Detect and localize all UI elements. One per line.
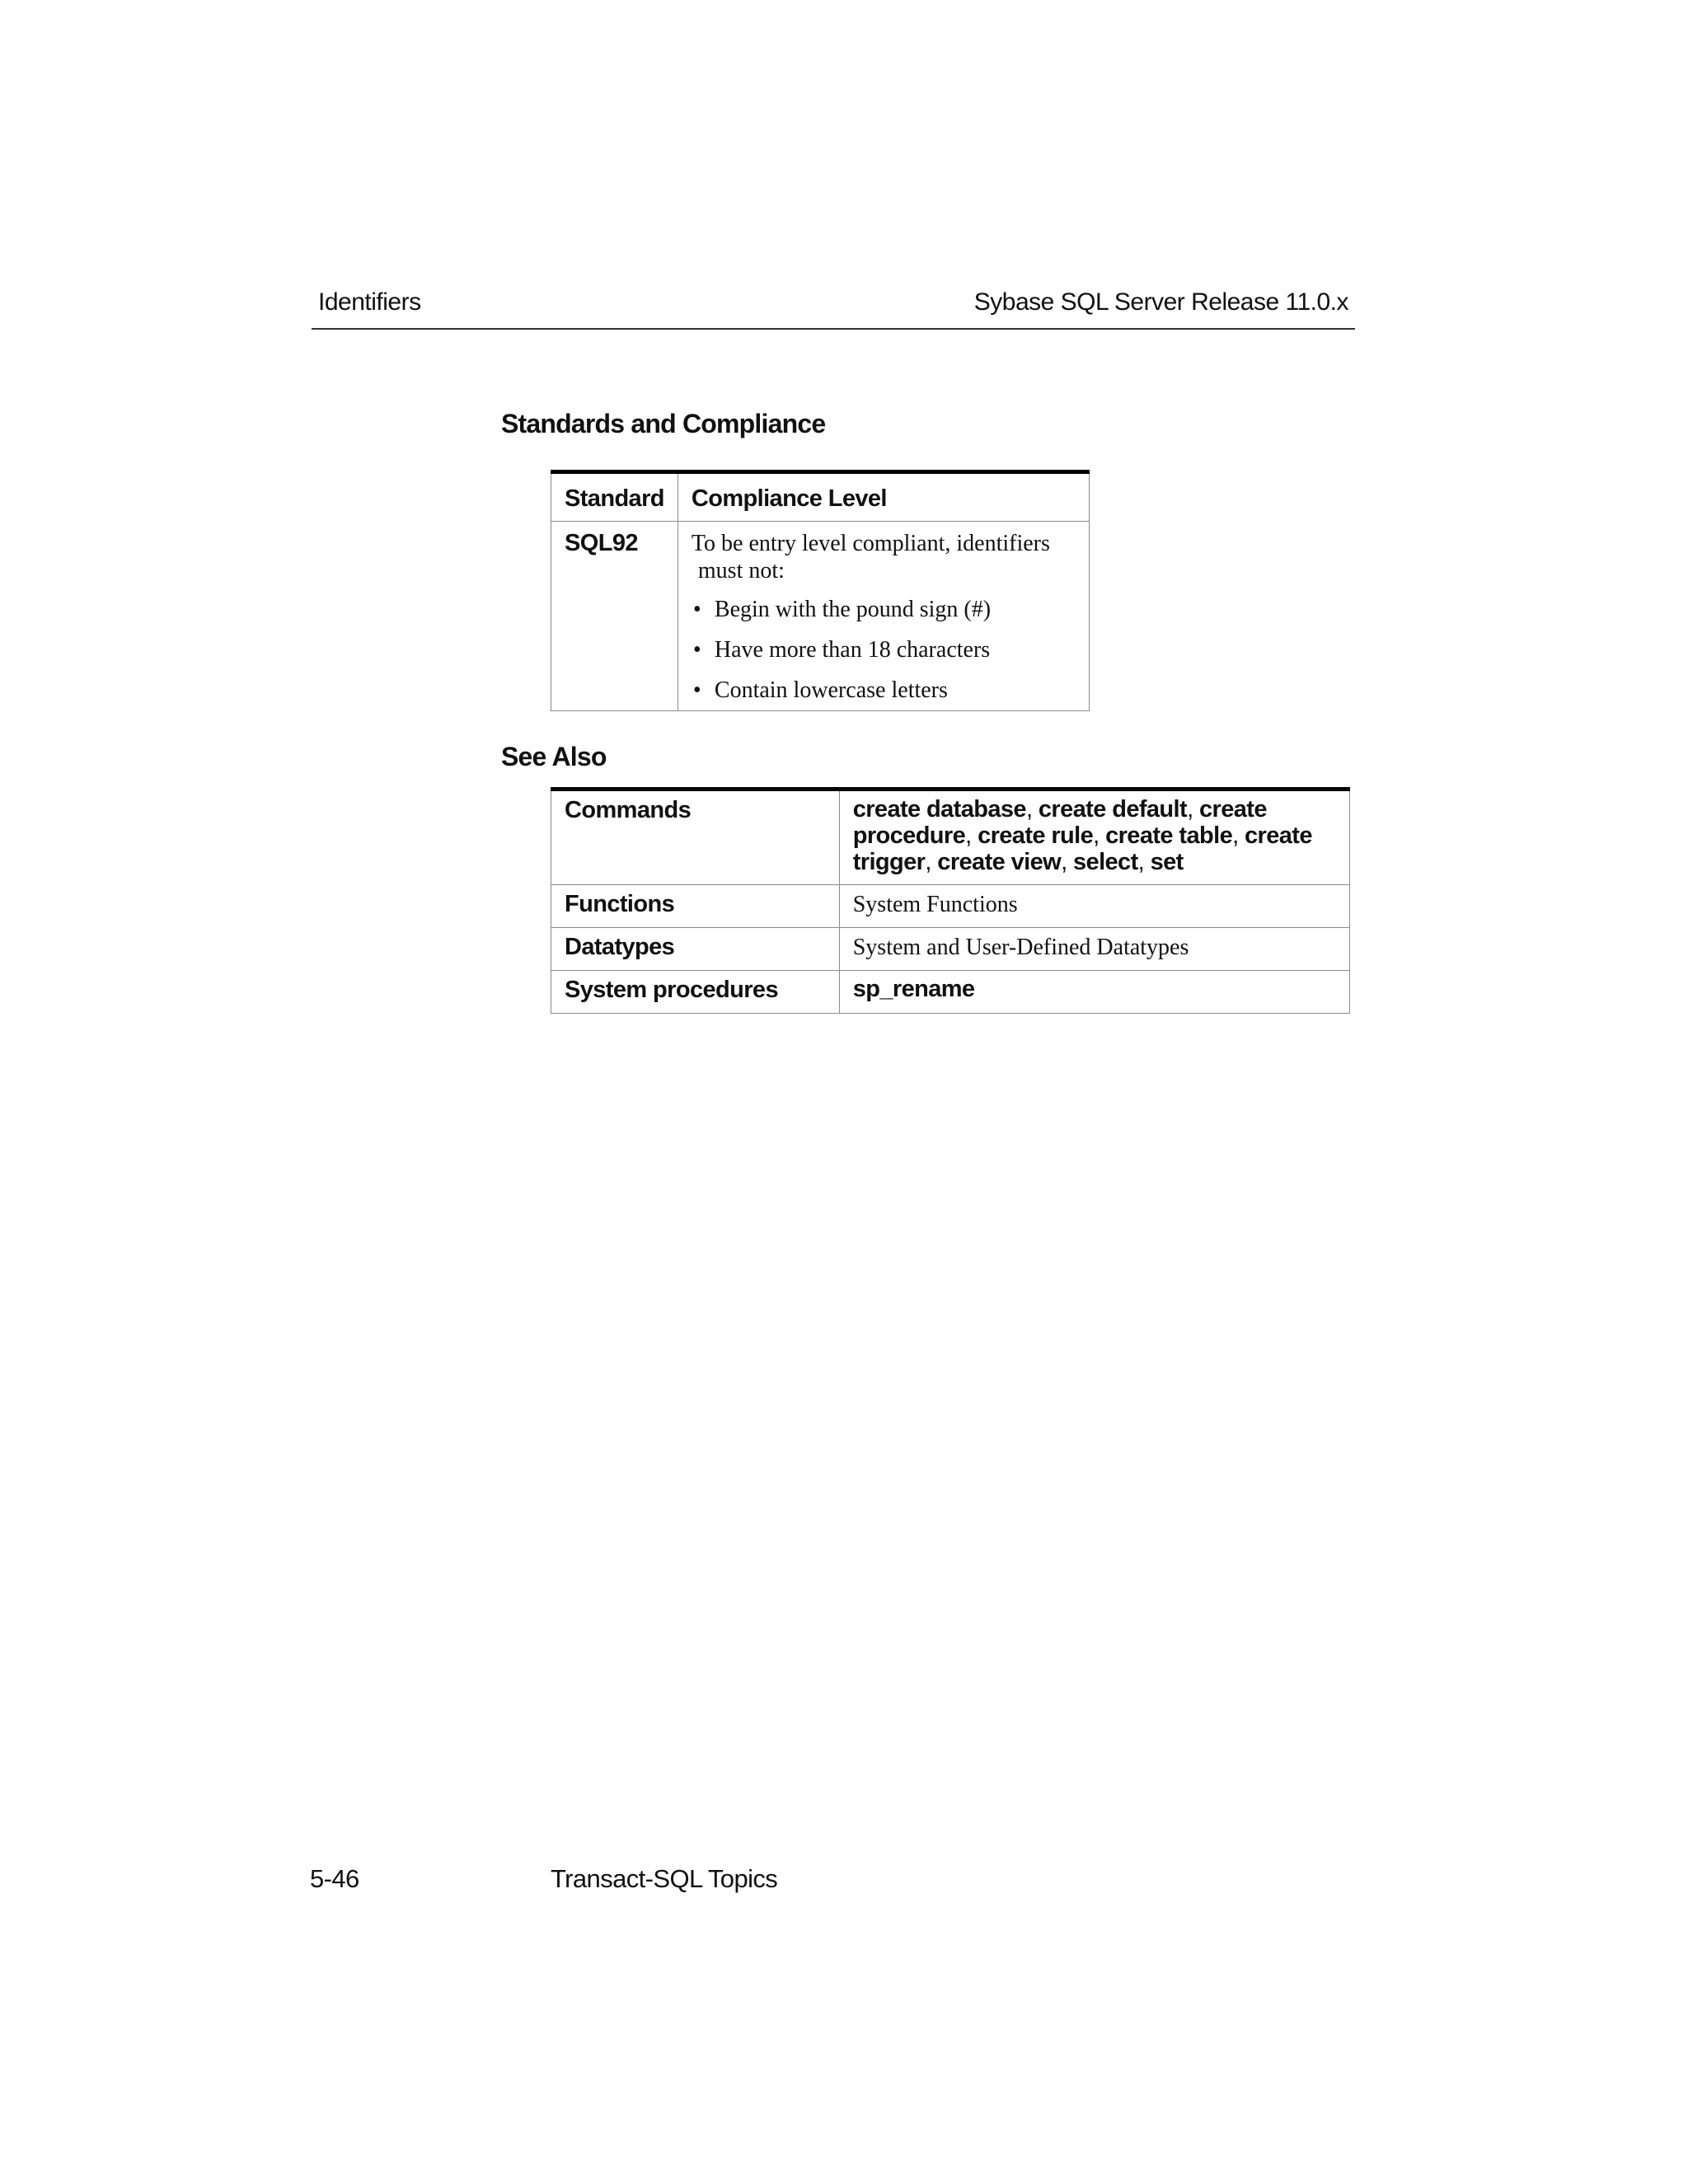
see-also-link[interactable]: System and User-Defined Datatypes xyxy=(852,935,1189,960)
command-link[interactable]: create rule xyxy=(978,823,1094,849)
standards-table xyxy=(551,470,1090,711)
bullet-icon: • xyxy=(692,637,701,663)
table-row xyxy=(551,928,1350,971)
compliance-rules-list xyxy=(692,596,1076,704)
see-also-label-cell xyxy=(551,971,840,1014)
see-also-label: Functions xyxy=(565,891,675,917)
see-also-label-cell xyxy=(551,928,840,971)
command-link[interactable]: select xyxy=(1073,849,1138,875)
standard-name: SQL92 xyxy=(565,530,638,556)
command-link[interactable]: create default xyxy=(1038,796,1188,823)
separator: , xyxy=(1025,796,1039,823)
col-header-standard: Standard xyxy=(551,472,678,522)
command-link[interactable]: create trigger xyxy=(852,823,1312,875)
standards-header-row xyxy=(551,472,1090,522)
see-also-value-cell xyxy=(839,971,1349,1014)
see-also-commands-cell xyxy=(839,790,1349,885)
command-link[interactable]: create database xyxy=(852,796,1026,823)
command-link[interactable]: set xyxy=(1150,849,1184,875)
page-number: 5-46 xyxy=(310,1864,359,1893)
bullet-icon: • xyxy=(692,597,701,622)
table-row xyxy=(551,885,1350,928)
see-also-value-cell xyxy=(839,928,1349,971)
command-links xyxy=(853,796,1336,875)
bullet-icon: • xyxy=(692,677,701,703)
separator: , xyxy=(1137,849,1151,875)
separator: , xyxy=(925,849,938,875)
see-also-table xyxy=(551,787,1350,1014)
see-also-label-cell xyxy=(551,790,840,885)
see-also-label-cell xyxy=(551,885,840,928)
table-row xyxy=(551,971,1350,1014)
list-item xyxy=(692,596,1076,623)
header-section-title: Identifiers xyxy=(318,288,421,316)
separator: , xyxy=(1093,823,1106,849)
col-header-compliance: Compliance Level xyxy=(678,472,1089,522)
compliance-cell xyxy=(678,522,1089,711)
separator: , xyxy=(1232,823,1245,849)
see-also-link[interactable]: System Functions xyxy=(852,892,1018,917)
compliance-intro xyxy=(692,530,1076,584)
command-link[interactable]: create procedure xyxy=(852,796,1267,849)
standard-cell xyxy=(551,522,678,711)
list-item xyxy=(692,677,1076,704)
footer-book-title: Transact-SQL Topics xyxy=(551,1864,778,1893)
compliance-intro-line1: To be entry level compliant, identifiers xyxy=(691,531,1050,556)
table-row xyxy=(551,790,1350,885)
command-link[interactable]: create view xyxy=(937,849,1062,875)
see-also-label: Datatypes xyxy=(565,934,675,960)
rule-text: Have more than 18 characters xyxy=(714,637,991,663)
running-header xyxy=(312,288,1355,330)
see-also-link[interactable]: sp_rename xyxy=(852,976,975,1002)
compliance-intro-line2: must not: xyxy=(697,558,785,583)
see-also-heading: See Also xyxy=(501,742,607,771)
standards-heading: Standards and Compliance xyxy=(501,409,826,438)
rule-text: Begin with the pound sign (#) xyxy=(714,597,992,622)
rule-text: Contain lowercase letters xyxy=(714,677,948,703)
header-product-release: Sybase SQL Server Release 11.0.x xyxy=(973,288,1348,316)
list-item xyxy=(692,636,1076,663)
separator: , xyxy=(1061,849,1074,875)
separator: , xyxy=(965,823,978,849)
see-also-label: Commands xyxy=(565,797,692,823)
table-row xyxy=(551,522,1090,711)
command-link[interactable]: create table xyxy=(1105,823,1233,849)
see-also-value-cell xyxy=(839,885,1349,928)
separator: , xyxy=(1187,796,1199,823)
see-also-label: System procedures xyxy=(565,977,778,1003)
